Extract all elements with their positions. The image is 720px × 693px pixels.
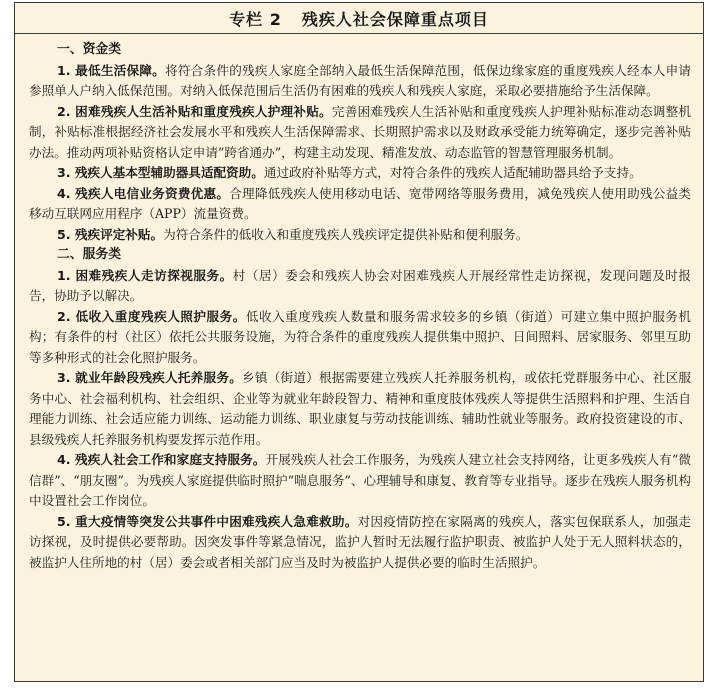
item-telecom-discount xyxy=(29,184,691,225)
item-care-service xyxy=(29,307,691,369)
section-heading-services: 二、服务类 xyxy=(57,247,121,262)
column-label: 专栏 2 xyxy=(229,9,282,29)
item-title: 5. 残疾评定补贴。 xyxy=(57,226,164,242)
item-title: 3. 残疾人基本型辅助器具适配资助。 xyxy=(57,165,264,180)
item-body: 通过政府补贴等方式，对符合条件的残疾人适配辅助器具给予支持。 xyxy=(263,165,642,180)
item-title: 2. 困难残疾人生活补贴和重度残疾人护理补贴。 xyxy=(57,103,332,119)
item-minimum-living-guarantee xyxy=(29,61,691,102)
item-title: 4. 残疾人电信业务资费优惠。 xyxy=(57,185,230,201)
item-social-work-service xyxy=(29,450,691,512)
item-title: 2. 低收入重度残疾人照护服务。 xyxy=(57,308,246,324)
section-heading-funding: 一、资金类 xyxy=(57,42,121,57)
item-body: 低收入重度残疾人数量和服务需求较多的乡镇（街道）可建立集中照护服务机构；有条件的村（社区）依托公共服务设施，为符合条件的重度残疾人提供集中照护、日间照料、居家服务、邻里互助等多种形式的社会化照护服务。 xyxy=(29,308,692,365)
item-living-and-care-subsidy xyxy=(29,102,691,164)
item-title: 1. 最低生活保障。 xyxy=(57,62,166,78)
item-body: 完善困难残疾人生活补贴和重度残疾人护理补贴标准动态调整机制，补贴标准根据经济社会发展水平和残疾人生活保障需求、长期照护需求以及财政承受能力统筹确定，逐步完善补贴办法。推动两项补贴资格认定申请“跨省通办”，构建主动发现、精准发放、动态监管的智慧管理服务机制。 xyxy=(29,103,692,160)
item-title: 5. 重大疫情等突发公共事件中困难残疾人急难救助。 xyxy=(57,513,358,529)
item-custody-service xyxy=(29,368,691,450)
column-title-bar xyxy=(15,3,703,34)
item-visiting-service xyxy=(29,266,691,307)
item-body: 村（居）委会和残疾人协会对困难残疾人开展经常性走访探视，发现问题及时报告，协助予以解决。 xyxy=(29,267,692,303)
item-title: 3. 就业年龄段残疾人托养服务。 xyxy=(57,370,243,385)
item-title: 4. 残疾人社会工作和家庭支持服务。 xyxy=(57,452,266,467)
column-title: 残疾人社会保障重点项目 xyxy=(301,9,489,29)
item-disability-assessment-subsidy xyxy=(29,225,691,246)
item-emergency-relief xyxy=(29,512,691,574)
column-box xyxy=(14,2,704,682)
item-body: 将符合条件的残疾人家庭全部纳入最低生活保障范围，低保边缘家庭的重度残疾人经本人申请参照单人户纳入低保范围。对纳入低保范围后生活仍有困难的残疾人和残疾人家庭，采取必要措施给予生活保障。 xyxy=(29,62,691,98)
item-title: 1. 困难残疾人走访探视服务。 xyxy=(57,267,233,283)
column-content xyxy=(15,34,703,573)
item-body: 乡镇（街道）根据需要建立残疾人托养服务机构，或依托党群服务中心、社区服务中心、社会福利机构、社会组织、企业等为就业年龄段智力、精神和重度肢体残疾人等提供生活照料和护理、生活自理能力训练、社会适应能力训练、运动能力训练、职业康复与劳动技能训练、辅助性就业等服务。政府投资建设的市、县级残疾人托养服务机构要发挥示范作用。 xyxy=(29,370,692,447)
item-body: 为符合条件的低收入和重度残疾人残疾评定提供补贴和便利服务。 xyxy=(163,226,529,242)
item-assistive-device-subsidy xyxy=(29,163,691,184)
item-body: 开展残疾人社会工作服务，为残疾人建立社会支持网络，让更多残疾人有“微信群”、“朋友圈”。为残疾人家庭提供临时照护“喘息服务”、心理辅导和康复、教育等专业指导。逐步在残疾人服务机构中设置社会工作岗位。 xyxy=(29,452,691,508)
item-body: 对因疫情防控在家隔离的残疾人，落实包保联系人，加强走访探视，及时提供必要帮助。因突发事件等紧急情况，监护人暂时无法履行监护职责、被监护人处于无人照料状态的，被监护人住所地的村（居）委会或者相关部门应当及时为被监护人提供必要的临时生活照护。 xyxy=(29,513,692,570)
item-body: 合理降低残疾人使用移动电话、宽带网络等服务费用，减免残疾人使用助残公益类移动互联网应用程序（APP）流量资费。 xyxy=(29,185,692,221)
